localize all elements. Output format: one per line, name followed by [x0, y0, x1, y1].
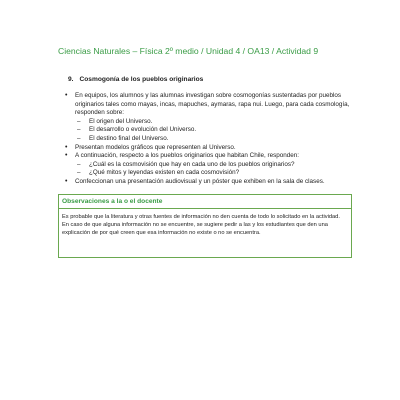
sub-list-item: – El origen del Universo.	[75, 118, 350, 127]
observations-title: Observaciones a la o el docente	[59, 195, 351, 209]
sub-list	[75, 118, 350, 144]
sub-list-item: – El destino final del Universo.	[75, 135, 350, 144]
section-title: Cosmogonía de los pueblos originarios	[79, 76, 204, 83]
list-item-text: En equipos, los alumnos y las alumnas investigan sobre cosmogonías sustentadas por pueblos originarios tales como mayas, incas, mapuches, aymaras, rapa nui. Luego, para cada cosmología, responden sobre:	[75, 92, 350, 117]
sub-list-item: – ¿Qué mitos y leyendas existen en cada cosmovisión?	[75, 169, 350, 178]
list-item	[60, 92, 350, 144]
activity-list	[60, 92, 350, 187]
observations-box	[58, 194, 352, 258]
sub-list-item: – El desarrollo o evolución del Universo.	[75, 126, 350, 135]
sub-list	[75, 161, 350, 178]
list-item	[60, 152, 350, 178]
list-item	[60, 178, 350, 187]
section-heading	[68, 76, 203, 83]
list-item-text: A continuación, respecto a los pueblos originarios que habitan Chile, responden:	[75, 152, 300, 160]
page-header: Ciencias Naturales – Física 2º medio / Unidad 4 / OA13 / Actividad 9	[58, 46, 319, 56]
sub-list-item: – ¿Cuál es la cosmovisión que hay en cada uno de los pueblos originarios?	[75, 161, 350, 170]
list-item-text: Presentan modelos gráficos que representen al Universo.	[75, 143, 236, 151]
list-item-text: Confeccionan una presentación audiovisual y un póster que exhiben en la sala de clases.	[75, 177, 325, 185]
section-number: 9.	[68, 76, 74, 83]
observations-text: Es probable que la literatura y otras fuentes de información no den cuenta de todo lo solicitado en la actividad. En caso de que alguna información no se encuentre, se sugiere pedir a las y los estudiantes que den una explicación de por qué creen que esa información no existe o no se encuentra.	[62, 214, 340, 236]
list-item	[60, 144, 350, 153]
